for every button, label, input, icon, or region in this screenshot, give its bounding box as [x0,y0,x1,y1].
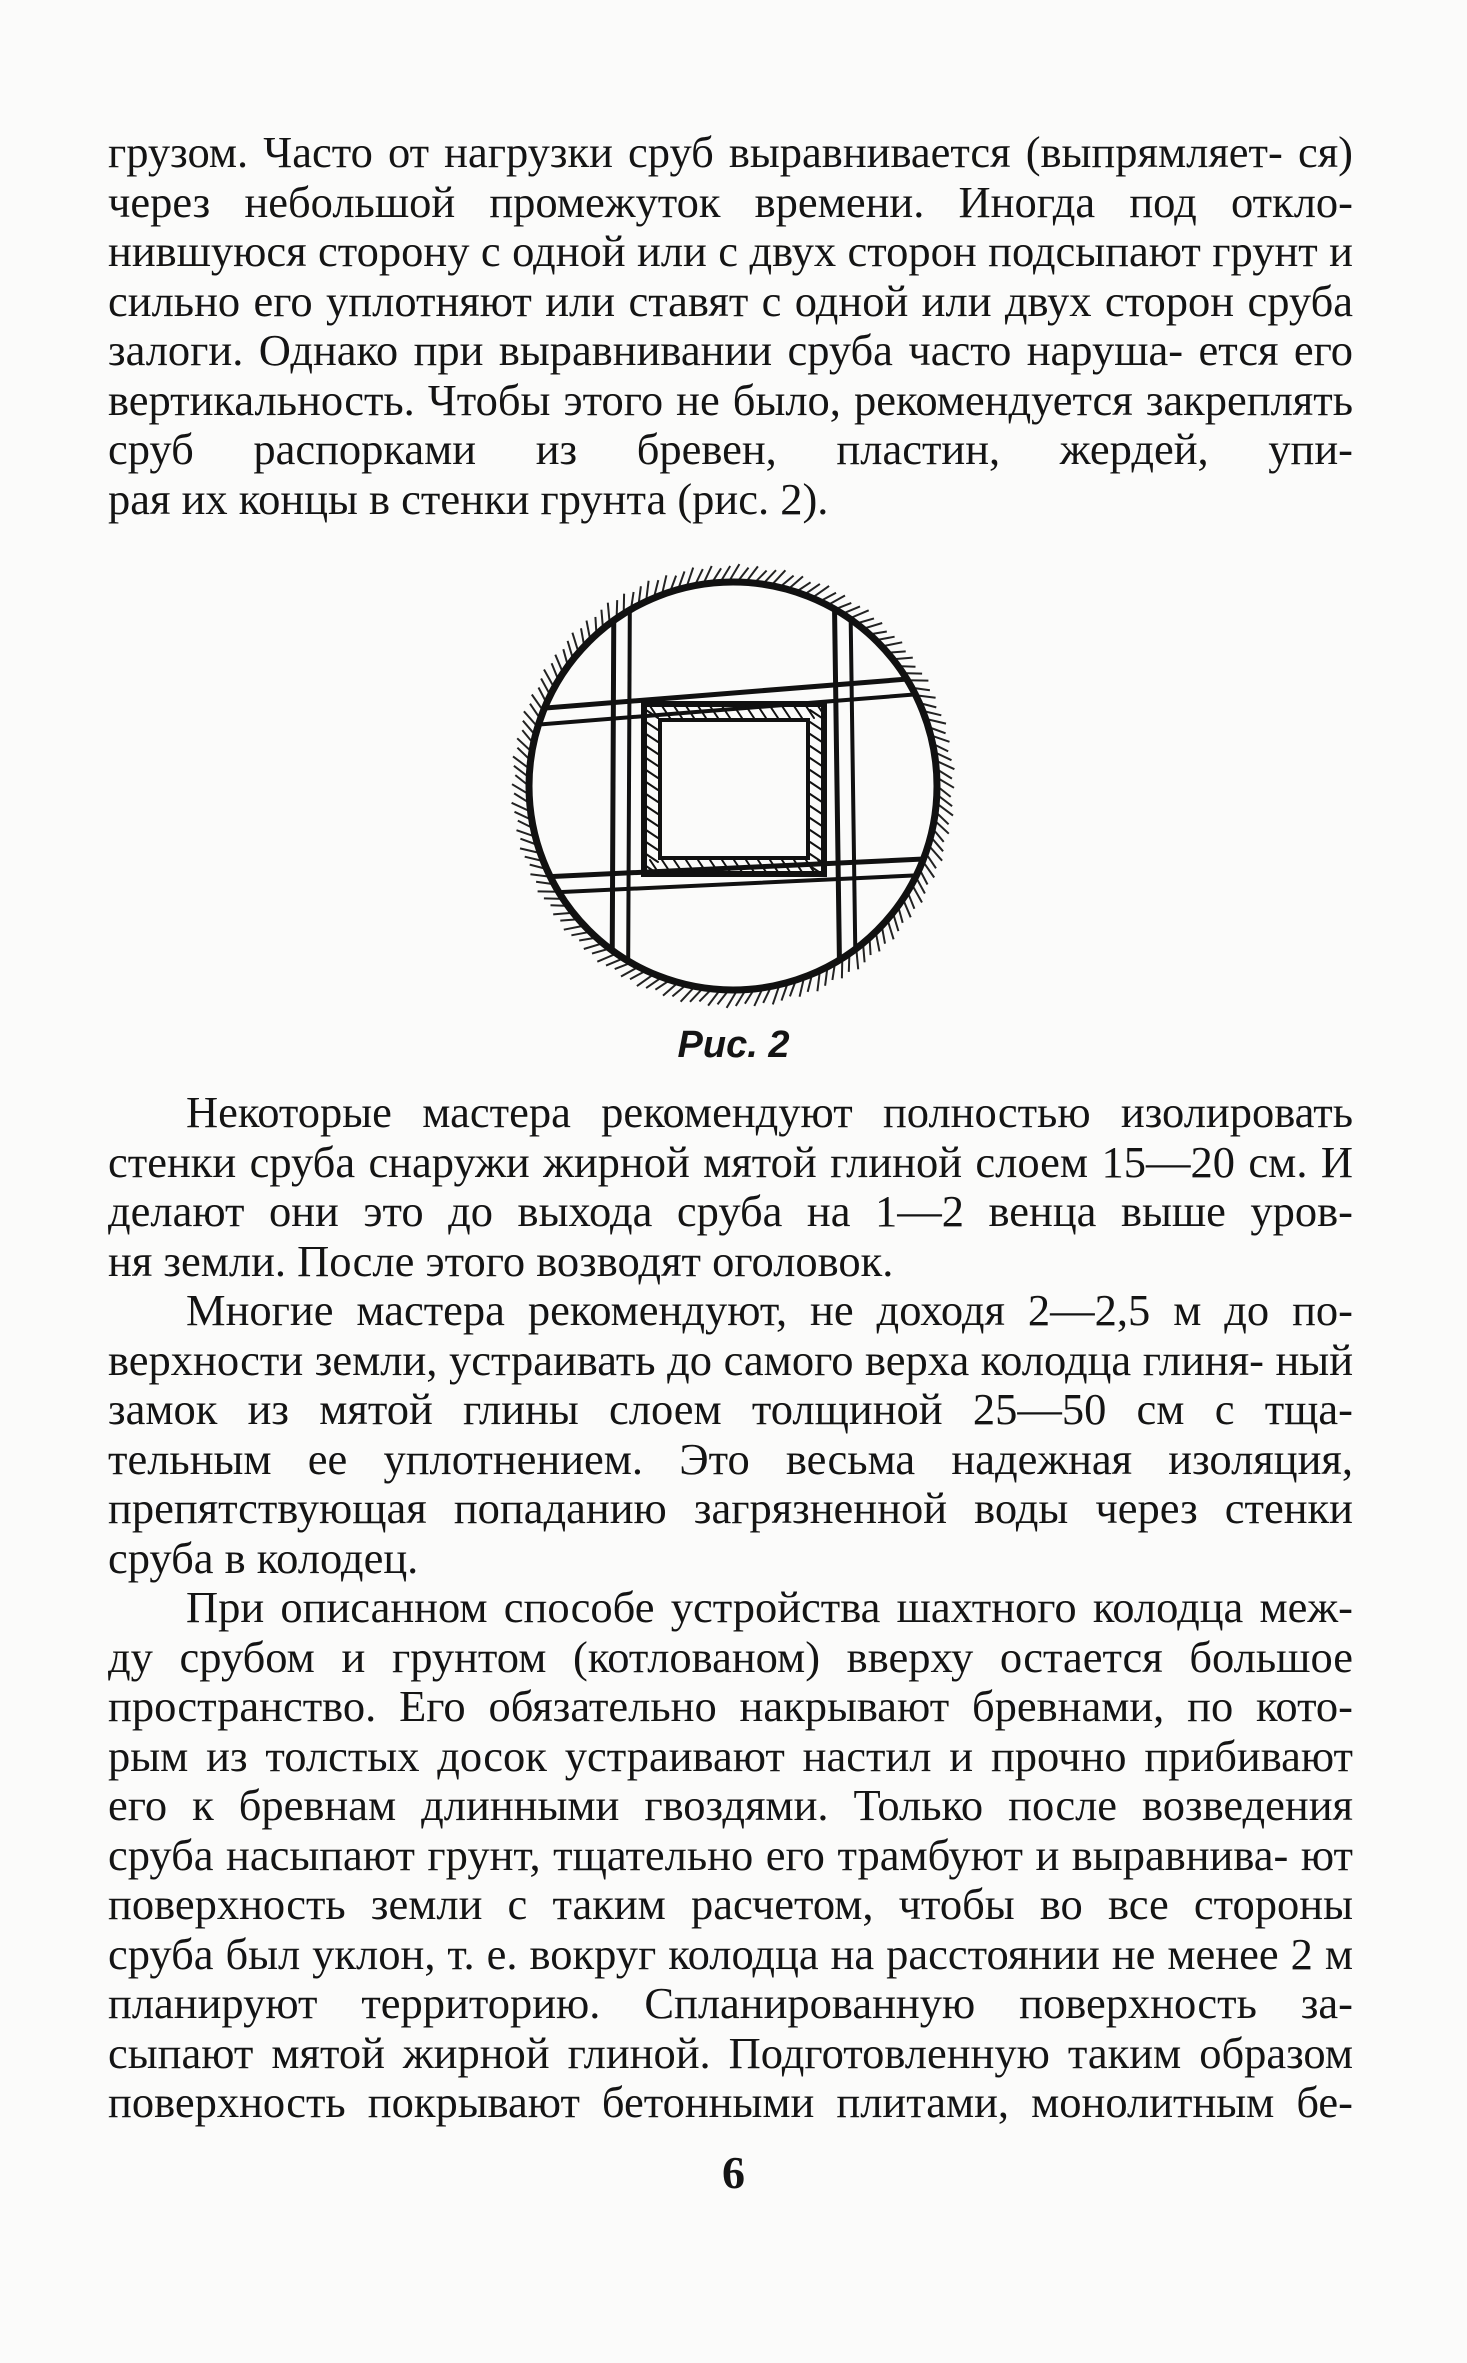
text-line: сруба насыпают грунт, тщательно его трамбуют и выравнива- [108,1829,1289,1880]
text-line: ня земли. После этого возводят оголовок. [108,1235,894,1286]
text-line: ся) через небольшой промежуток времени. Иногда под откло- [108,127,1353,227]
paragraph-2 [108,1088,1353,1237]
paragraph-4 [108,1583,1353,2128]
text-line: поверхность покрывают бетонными плитами, монолитным бе- [108,2077,1353,2127]
figure-caption: Рис. 2 [677,1024,790,1066]
text-line: Многие мастера рекомендуют, не доходя 2—2,5 м до по- [186,1285,1353,1335]
text-line: рая их концы в стенки грунта (рис. 2). [108,473,829,524]
text-line: И делают они это до выхода сруба на 1—2 венца выше уров- [108,1136,1353,1236]
well-log-frame-figure [510,560,956,1012]
text-line: сруба залоги. Однако при выравнивании сруба часто наруша- [108,275,1353,375]
text-block-top [108,128,1353,524]
text-line: стенки сруба снаружи жирной мятой глиной слоем 15—20 см. [108,1136,1308,1187]
text-line: Некоторые мастера рекомендуют полностью изолировать [186,1087,1353,1137]
log-frame [644,704,826,874]
text-line: препятствующая попаданию загрязненной воды через стенки [108,1483,1353,1533]
paragraph-1-end [108,475,1353,525]
pit-outline [529,582,937,990]
page-number: 6 [722,2147,745,2198]
text-line: нившуюся сторону с одной или с двух сторон подсыпают грунт [108,226,1318,276]
text-block-bottom [108,1088,1353,2128]
text-line: сруба был уклон, т. е. вокруг колодца на расстоянии не менее [108,1928,1279,1979]
text-line: и сильно его уплотняют или ставят с одной или двух сторон [108,226,1353,326]
text-line: 2 м планируют территорию. Спланированную поверхность за- [108,1928,1353,2028]
horizontal-braces [520,676,946,894]
text-line: ный замок из мятой глины слоем толщиной 25—50 см с тща- [108,1334,1354,1434]
text-line: ется его вертикальность. Чтобы этого не было, рекомендуется [108,325,1354,425]
text-line: закреплять сруб распорками из бревен, пластин, жердей, упи- [108,374,1353,474]
soil-hatching-ring [512,564,955,1008]
text-line: ду срубом и грунтом (котлованом) вверху остается большое [108,1631,1353,1682]
text-line: сруба в колодец. [108,1532,419,1583]
paragraph-2-end [108,1237,1353,1287]
text-line: При описанном способе устройства шахтного колодца меж- [186,1582,1353,1632]
text-line: грузом. Часто от нагрузки сруб выравнивается (выпрямляет- [108,127,1283,177]
text-line: тельным ее уплотнением. Это весьма надежная изоляция, [108,1433,1353,1484]
text-line: верхности земли, устраивать до самого верха колодца глиня- [108,1334,1264,1385]
text-line: его к бревнам длинными гвоздями. Только после возведения [108,1780,1353,1830]
text-line: рым из толстых досок устраивают настил и прочно прибивают [108,1730,1353,1781]
paragraph-3 [108,1286,1353,1534]
text-line: ют поверхность земли с таким расчетом, чтобы во все стороны [108,1829,1353,1929]
vertical-braces [612,570,856,1002]
text-line: пространство. Его обязательно накрывают бревнами, по кото- [108,1681,1353,1731]
paragraph-1 [108,128,1353,475]
text-line: сыпают мятой жирной глиной. Подготовленную таким образом [108,2027,1353,2078]
paragraph-3-end [108,1534,1353,1584]
